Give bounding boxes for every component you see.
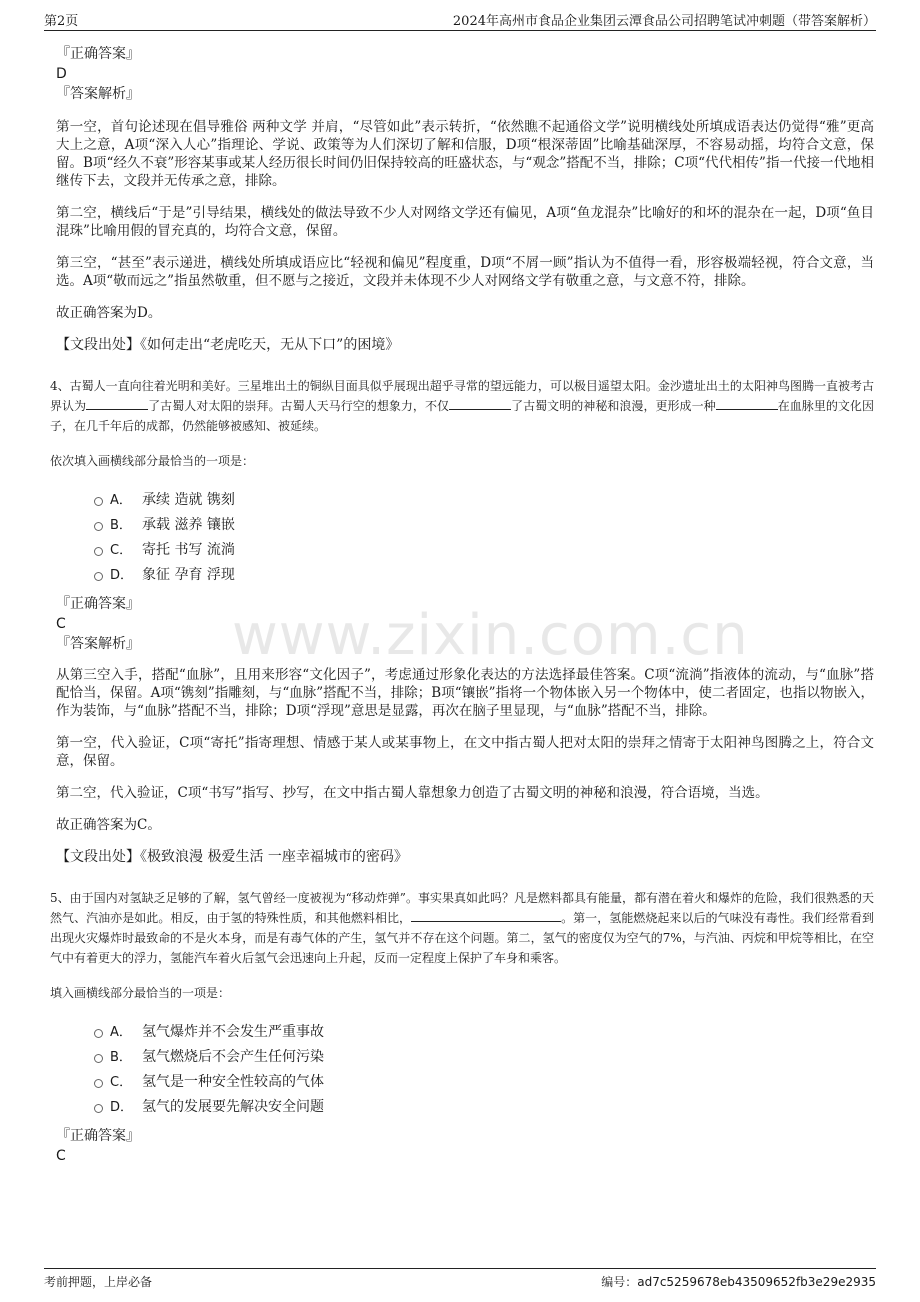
blank-line bbox=[411, 909, 561, 922]
question-4 bbox=[50, 376, 874, 866]
question-prompt: 填入画横线部分最恰当的一项是： bbox=[50, 986, 231, 1000]
footer-slogan: 考前押题，上岸必备 bbox=[44, 1275, 153, 1289]
option-a[interactable] bbox=[94, 488, 874, 513]
option-text: 承续 造就 镌刻 bbox=[142, 492, 235, 508]
page-header bbox=[44, 8, 876, 31]
page-number: 第2页 bbox=[44, 14, 79, 29]
option-d[interactable] bbox=[94, 1095, 874, 1120]
option-text: 寄托 书写 流淌 bbox=[142, 542, 235, 558]
option-text: 承载 滋养 镶嵌 bbox=[142, 517, 235, 533]
correct-answer-value: D bbox=[56, 66, 67, 82]
analysis-label: 『答案解析』 bbox=[56, 86, 140, 102]
radio-icon[interactable] bbox=[94, 1029, 103, 1038]
option-c[interactable] bbox=[94, 538, 874, 563]
source-citation bbox=[56, 848, 874, 866]
answer-block-q3 bbox=[56, 44, 874, 354]
analysis-paragraph: 第二空，代入验证，C项“书写”指写、抄写，在文中指古蜀人靠想象力创造了古蜀文明的神秘和浪漫，符合语境，当选。 bbox=[56, 785, 769, 801]
option-b[interactable] bbox=[94, 513, 874, 538]
radio-icon[interactable] bbox=[94, 1079, 103, 1088]
document-code bbox=[601, 1273, 876, 1290]
option-letter: D． bbox=[110, 1100, 134, 1115]
stem-text: 在血脉里的文化因子，在几千年后的成都，仍然能够被感知、被延续。 bbox=[50, 399, 874, 433]
correct-answer-label: 『正确答案』 bbox=[56, 1128, 140, 1144]
option-letter: C． bbox=[110, 543, 133, 558]
option-a[interactable] bbox=[94, 1020, 874, 1045]
option-letter: D． bbox=[110, 568, 134, 583]
document-body bbox=[50, 44, 874, 1174]
radio-icon[interactable] bbox=[94, 572, 103, 581]
radio-icon[interactable] bbox=[94, 522, 103, 531]
blank-line bbox=[449, 397, 511, 410]
option-letter: A． bbox=[110, 1025, 132, 1040]
analysis-conclusion: 故正确答案为C。 bbox=[56, 817, 161, 833]
source-label: 【文段出处】 bbox=[56, 849, 140, 865]
option-letter: A． bbox=[110, 493, 132, 508]
watermark: www.zixin.com.cn bbox=[232, 603, 749, 668]
option-text: 象征 孕育 浮现 bbox=[142, 567, 235, 583]
source-citation bbox=[56, 336, 874, 354]
analysis-paragraph: 第一空，代入验证，C项“寄托”指寄理想、情感于某人或某事物上，在文中指古蜀人把对太阳的崇拜之情寄于太阳神鸟图腾之上，符合文意，保留。 bbox=[56, 735, 874, 769]
options-list bbox=[56, 1020, 874, 1120]
stem-text: 。第一，氢能燃烧起来以后的气味没有毒性。我们经常看到出现火灾爆炸时最致命的不是火本身，而是有毒气体的产生，氢气并不存在这个问题。第二，氢气的密度仅为空气的7%，与汽油、丙烷和甲烷等相比，在空气中有着更大的浮力，氢能汽车着火后氢气会迅速向上升起，反而一定程度上保护了车身和乘客。 bbox=[50, 911, 874, 965]
radio-icon[interactable] bbox=[94, 547, 103, 556]
option-text: 氢气爆炸并不会发生严重事故 bbox=[142, 1024, 324, 1040]
source-text: 《极致浪漫 极爱生活 一座幸福城市的密码》 bbox=[140, 849, 408, 865]
options-list bbox=[56, 488, 874, 588]
radio-icon[interactable] bbox=[94, 1104, 103, 1113]
code-label: 编号： bbox=[601, 1275, 638, 1289]
analysis-paragraph: 第三空，“甚至”表示递进，横线处所填成语应比“轻视和偏见”程度重，D项“不屑一顾”指认为不值得一看，形容极端轻视，符合文意，当选。A项“敬而远之”指虽然敬重，但不愿与之接近，文段并未体现不少人对网络文学有敬重之意，与文意不符，排除。 bbox=[56, 255, 874, 289]
option-text: 氢气的发展要先解决安全问题 bbox=[142, 1099, 324, 1115]
correct-answer-value: C bbox=[56, 616, 66, 632]
blank-line bbox=[86, 397, 148, 410]
page-footer bbox=[44, 1268, 876, 1293]
radio-icon[interactable] bbox=[94, 497, 103, 506]
option-b[interactable] bbox=[94, 1045, 874, 1070]
option-letter: C． bbox=[110, 1075, 133, 1090]
question-5 bbox=[50, 888, 874, 1166]
document-title: 2024年高州市食品企业集团云潭食品公司招聘笔试冲刺题（带答案解析） bbox=[452, 14, 876, 29]
correct-answer-value: C bbox=[56, 1148, 66, 1164]
source-label: 【文段出处】 bbox=[56, 337, 140, 353]
analysis-paragraph: 第一空，首句论述现在倡导雅俗 两种文学 并肩，“尽管如此”表示转折，“依然瞧不起通俗文学”说明横线处所填成语表达仍觉得“雅”更高大上之意，A项“深入人心”指理论、学说、政策等为人们深切了解和信服，D项“根深蒂固”比喻基础深厚，不容易动摇，均符合文意，保留。B项“经久不衰”形容某事或某人经历很长时间仍旧保持较高的旺盛状态，与“观念”搭配不当，排除；C项“代代相传”指一代接一代地相继传下去，文段并无传承之意，排除。 bbox=[56, 119, 874, 189]
source-text: 《如何走出“老虎吃天，无从下口”的困境》 bbox=[140, 337, 400, 353]
option-d[interactable] bbox=[94, 563, 874, 588]
blank-line bbox=[716, 397, 778, 410]
correct-answer-label: 『正确答案』 bbox=[56, 596, 140, 612]
stem-text: 5、由于国内对氢缺乏足够的了解，氢气曾经一度被视为“移动炸弹”。事实果真如此吗？凡是燃料都具有能量，都有潜在着火和爆炸的危险，我们很熟悉的天然气、汽油亦是如此。相反，由于氢的特殊性质，和其他燃料相比， bbox=[50, 891, 874, 925]
question-stem bbox=[50, 376, 874, 436]
stem-text: 了古蜀文明的神秘和浪漫，更形成一种 bbox=[511, 399, 716, 413]
correct-answer-label: 『正确答案』 bbox=[56, 46, 140, 62]
question-stem bbox=[50, 888, 874, 968]
analysis-paragraph: 从第三空入手，搭配“血脉”，且用来形容“文化因子”，考虑通过形象化表达的方法选择最佳答案。C项“流淌”指液体的流动，与“血脉”搭配恰当，保留。A项“镌刻”指雕刻，与“血脉”搭配不当，排除；B项“镶嵌”指将一个物体嵌入另一个物体中，使二者固定，也指以物嵌入，作为装饰，与“血脉”搭配不当，排除；D项“浮现”意思是显露，再次在脑子里显现，与“血脉”搭配不当，排除。 bbox=[56, 667, 874, 719]
question-prompt: 依次填入画横线部分最恰当的一项是： bbox=[50, 454, 255, 468]
radio-icon[interactable] bbox=[94, 1054, 103, 1063]
option-text: 氢气是一种安全性较高的气体 bbox=[142, 1074, 324, 1090]
stem-text: 了古蜀人对太阳的崇拜。古蜀人天马行空的想象力，不仅 bbox=[148, 399, 450, 413]
analysis-label: 『答案解析』 bbox=[56, 636, 140, 652]
analysis-conclusion: 故正确答案为D。 bbox=[56, 305, 162, 321]
stem-text: 4、古蜀人一直向往着光明和美好。三星堆出土的铜纵目面具似乎展现出超乎寻常的望远能力，可以极目遥望太阳。金沙遗址出土的太阳神鸟图腾一直被考古界认为 bbox=[50, 379, 874, 413]
option-c[interactable] bbox=[94, 1070, 874, 1095]
analysis-paragraph: 第二空，横线后“于是”引导结果，横线处的做法导致不少人对网络文学还有偏见，A项“鱼龙混杂”比喻好的和坏的混杂在一起，D项“鱼目混珠”比喻用假的冒充真的，均符合文意，保留。 bbox=[56, 205, 874, 239]
option-letter: B． bbox=[110, 518, 132, 533]
option-text: 氢气燃烧后不会产生任何污染 bbox=[142, 1049, 324, 1065]
code-value: ad7c5259678eb43509652fb3e29e2935 bbox=[637, 1275, 876, 1289]
option-letter: B． bbox=[110, 1050, 132, 1065]
